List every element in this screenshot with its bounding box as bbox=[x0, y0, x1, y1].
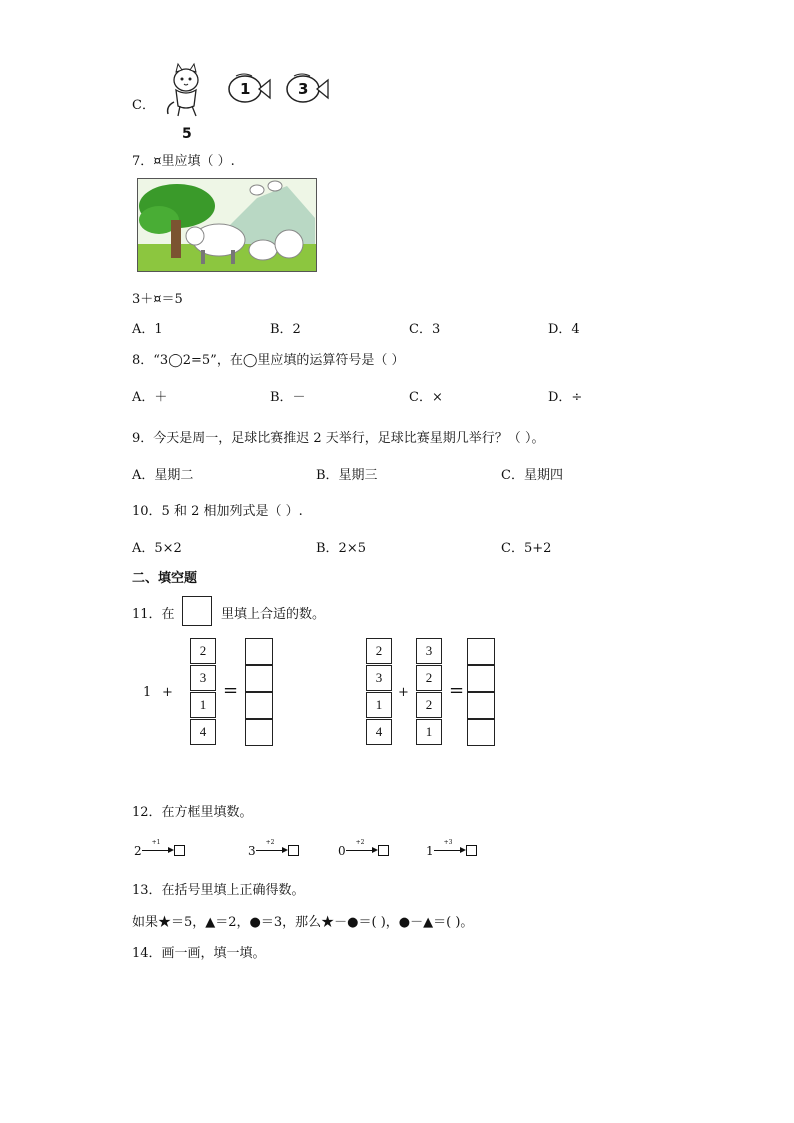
q12-chain-3 bbox=[338, 839, 389, 858]
q11-right-col2-cell-4: 1 bbox=[416, 719, 442, 745]
q11-left-plus: + bbox=[162, 685, 173, 700]
q10-option-a[interactable]: A．5×2 bbox=[132, 541, 182, 556]
q13-title: 13．在括号里填上正确得数。 bbox=[132, 883, 305, 898]
q10-option-b[interactable]: B．2×5 bbox=[316, 541, 366, 556]
q11-right-col1-cell-2: 3 bbox=[366, 665, 392, 691]
q11-left-answer-3[interactable] bbox=[245, 692, 273, 719]
q11-prefix: 11．在 bbox=[132, 607, 175, 622]
q7-option-d[interactable]: D．4 bbox=[548, 322, 580, 337]
section-heading: 二、填空题 bbox=[132, 571, 198, 586]
q7-option-a[interactable]: A．1 bbox=[132, 322, 163, 337]
q12-answer-box-3[interactable] bbox=[378, 845, 389, 856]
q11-right-col1-cell-3: 1 bbox=[366, 692, 392, 718]
q12-answer-box-4[interactable] bbox=[466, 845, 477, 856]
q8-option-a[interactable]: A．＋ bbox=[132, 390, 168, 405]
q12-chain-4-start: 1 bbox=[426, 844, 434, 858]
arrow-icon bbox=[256, 839, 288, 853]
q12-chain-4 bbox=[426, 839, 477, 858]
q11-right-col2-cell-3: 2 bbox=[416, 692, 442, 718]
q8-option-c[interactable]: C．× bbox=[409, 390, 443, 405]
q14-title: 14．画一画，填一填。 bbox=[132, 946, 266, 961]
q11-right-col1-cell-1: 2 bbox=[366, 638, 392, 664]
fish-1-number: 1 bbox=[240, 80, 251, 98]
q11-right-equals: = bbox=[449, 680, 465, 701]
q7-option-c[interactable]: C．3 bbox=[409, 322, 441, 337]
q12-chain-3-op: +2 bbox=[355, 839, 365, 846]
q7-equation: 3＋¤＝5 bbox=[132, 292, 183, 307]
q11-suffix: 里填上合适的数。 bbox=[221, 607, 326, 622]
q12-answer-box-2[interactable] bbox=[288, 845, 299, 856]
q11-left-addend: 1 bbox=[143, 685, 152, 700]
sheep-scene-image bbox=[137, 178, 317, 272]
q8-title: 8．“3◯2=5”，在◯里应填的运算符号是（ ） bbox=[132, 353, 405, 368]
q9-option-c[interactable]: C．星期四 bbox=[501, 468, 563, 483]
q11-right-answer-1[interactable] bbox=[467, 638, 495, 665]
q11-right-col1-cell-4: 4 bbox=[366, 719, 392, 745]
q10-option-c[interactable]: C．5+2 bbox=[501, 541, 552, 556]
q12-chain-3-start: 0 bbox=[338, 844, 346, 858]
q9-option-a[interactable]: A．星期二 bbox=[132, 468, 194, 483]
q7-option-b[interactable]: B．2 bbox=[270, 322, 301, 337]
arrow-icon bbox=[434, 839, 466, 853]
q9-title: 9．今天是周一，足球比赛推迟 2 天举行，足球比赛星期几举行？（ ）。 bbox=[132, 431, 545, 446]
q11-left-cell-4: 4 bbox=[190, 719, 216, 745]
q8-option-b[interactable]: B．－ bbox=[270, 390, 306, 405]
q11-left-answer-4[interactable] bbox=[245, 719, 273, 746]
q11-right-plus: + bbox=[398, 685, 409, 700]
arrow-icon bbox=[142, 839, 174, 853]
q12-chain-1-op: +1 bbox=[151, 839, 161, 846]
q11-left-equals: = bbox=[223, 680, 239, 701]
q11-left-cell-3: 1 bbox=[190, 692, 216, 718]
q11-right-answer-2[interactable] bbox=[467, 665, 495, 692]
q11-right-answer-4[interactable] bbox=[467, 719, 495, 746]
q12-chain-2 bbox=[248, 839, 299, 858]
q12-chain-4-op: +3 bbox=[443, 839, 453, 846]
q6-option-c-label: C． bbox=[132, 98, 155, 113]
q11-left-answer-2[interactable] bbox=[245, 665, 273, 692]
cat-number: 5 bbox=[182, 126, 192, 142]
q12-chain-1 bbox=[134, 839, 185, 858]
q11-right-answer-3[interactable] bbox=[467, 692, 495, 719]
q12-chain-2-start: 3 bbox=[248, 844, 256, 858]
q12-chain-1-start: 2 bbox=[134, 844, 142, 858]
q8-option-d[interactable]: D．÷ bbox=[548, 390, 583, 405]
q11-left-cell-1: 2 bbox=[190, 638, 216, 664]
q12-chain-2-op: +2 bbox=[265, 839, 275, 846]
fish-2-number: 3 bbox=[298, 80, 309, 98]
q9-option-b[interactable]: B．星期三 bbox=[316, 468, 378, 483]
arrow-icon bbox=[346, 839, 378, 853]
cat-image bbox=[162, 62, 210, 122]
q12-answer-box-1[interactable] bbox=[174, 845, 185, 856]
q11-right-col2-cell-1: 3 bbox=[416, 638, 442, 664]
q7-title: 7．¤里应填（ ）. bbox=[132, 154, 235, 169]
q12-title: 12．在方框里填数。 bbox=[132, 805, 253, 820]
q13-text: 如果★＝5，▲＝2，●＝3，那么★－●＝( )，●－▲＝( )。 bbox=[132, 915, 474, 930]
q11-example-box bbox=[182, 596, 212, 626]
q11-left-cell-2: 3 bbox=[190, 665, 216, 691]
q11-left-answer-1[interactable] bbox=[245, 638, 273, 665]
q11-right-col2-cell-2: 2 bbox=[416, 665, 442, 691]
q10-title: 10．5 和 2 相加列式是（ ）. bbox=[132, 504, 303, 519]
